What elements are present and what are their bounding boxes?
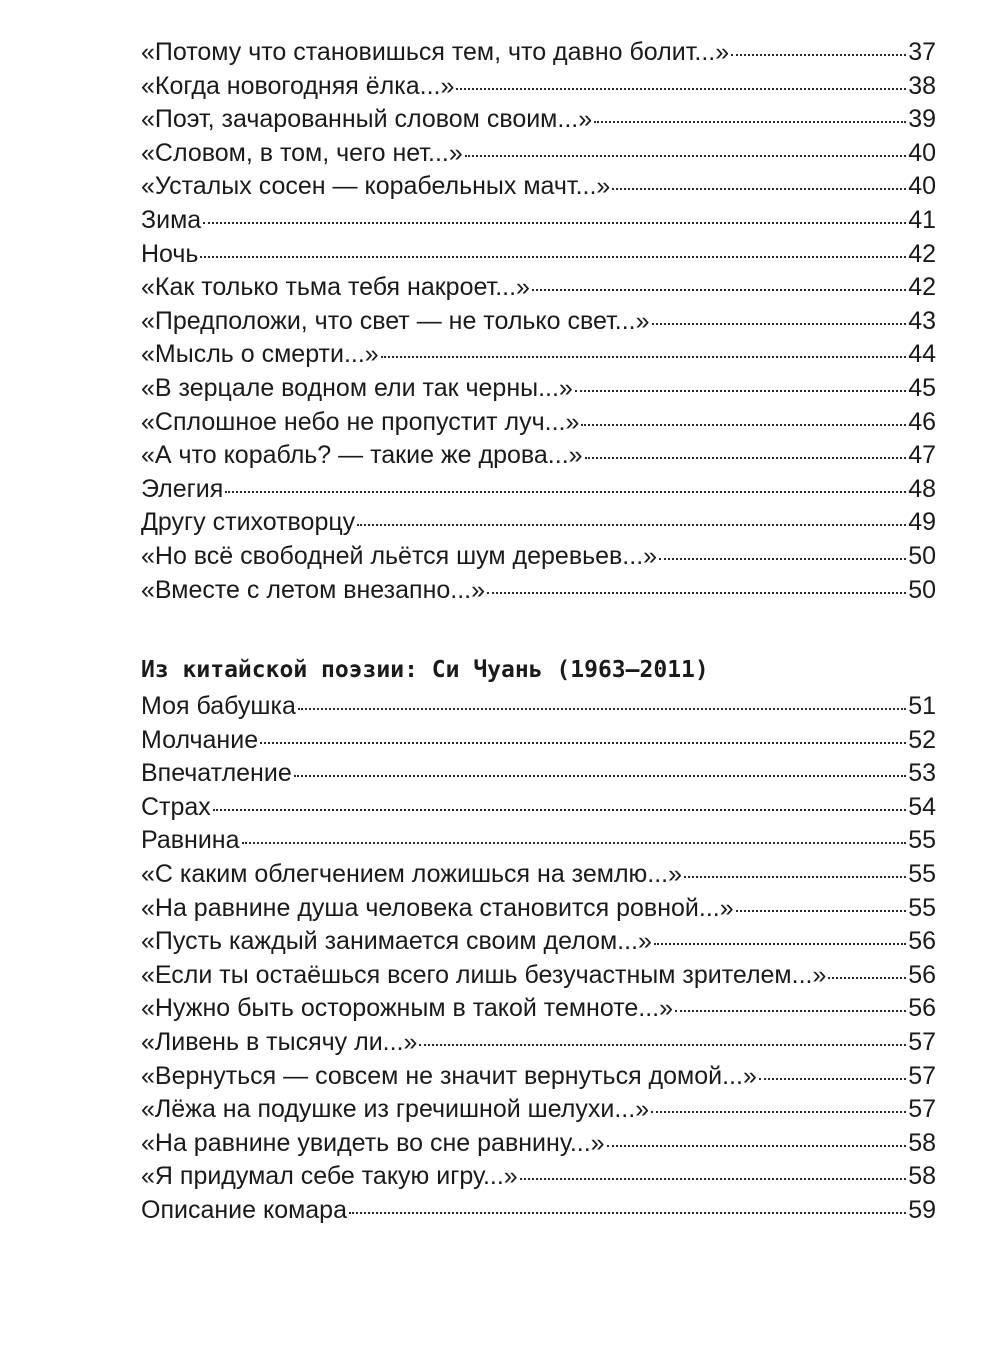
toc-entry-title: «Мысль о смерти...»	[141, 340, 379, 369]
toc-entry	[141, 1026, 936, 1060]
toc-entry-page: 55	[908, 826, 936, 855]
toc-entry	[141, 540, 936, 574]
toc-entry	[141, 137, 936, 171]
toc-entry-title: «Словом, в том, чего нет...»	[141, 138, 463, 167]
toc-entry-page: 40	[908, 172, 936, 201]
toc-entry-title: Другу стихотворцу	[141, 508, 356, 537]
toc-entry-page: 45	[908, 373, 936, 402]
toc-entry-page: 56	[908, 927, 936, 956]
toc-entry	[141, 925, 936, 959]
toc-entry-page: 55	[908, 893, 936, 922]
toc-entry	[141, 992, 936, 1026]
toc-entry-title: Страх	[141, 792, 211, 821]
dot-leader	[736, 910, 907, 912]
toc-entry	[141, 305, 936, 339]
toc-entry	[141, 170, 936, 204]
toc-entry-page: 58	[908, 1162, 936, 1191]
dot-leader	[828, 977, 906, 979]
toc-entry-title: «Я придумал себе такую игру...»	[141, 1162, 518, 1191]
dot-leader	[349, 1212, 906, 1214]
toc-entry-title: «Сплошное небо не пропустит луч...»	[141, 407, 580, 436]
dot-leader	[654, 943, 906, 945]
toc-entry-page: 56	[908, 960, 936, 989]
toc-entry-page: 44	[908, 340, 936, 369]
dot-leader	[419, 1044, 906, 1046]
dot-leader	[659, 558, 906, 560]
toc-entry-title: Ночь	[141, 239, 199, 268]
dot-leader	[260, 742, 906, 744]
dot-leader	[520, 1178, 907, 1180]
toc-entry-page: 48	[908, 474, 936, 503]
toc-entry-title: Моя бабушка	[141, 692, 296, 721]
toc-entry-title: Молчание	[141, 725, 259, 754]
dot-leader	[203, 222, 906, 224]
dot-leader	[213, 809, 906, 811]
toc-entry-title: «Если ты остаёшься всего лишь безучастным зрителем...»	[141, 960, 827, 989]
toc-entry-page: 52	[908, 725, 936, 754]
toc-entry-title: «Поэт, зачарованный словом своим...»	[141, 105, 593, 134]
toc-entry	[141, 36, 936, 70]
toc-entry-title: «Нужно быть осторожным в такой темноте...»	[141, 994, 674, 1023]
section-heading: Из китайской поэзии: Си Чуань (1963—2011)	[141, 657, 709, 684]
toc-entry	[141, 724, 936, 758]
dot-leader	[532, 289, 906, 291]
toc-entry-page: 46	[908, 407, 936, 436]
dot-leader	[651, 1111, 906, 1113]
toc-entry-page: 42	[908, 273, 936, 302]
dot-leader	[759, 1078, 906, 1080]
toc-entry-page: 53	[908, 759, 936, 788]
toc-entry	[141, 103, 936, 137]
dot-leader	[200, 256, 906, 258]
toc-entry-page: 57	[908, 1061, 936, 1090]
toc-entry-page: 51	[908, 692, 936, 721]
toc-entry	[141, 959, 936, 993]
dot-leader	[612, 188, 906, 190]
dot-leader	[652, 323, 907, 325]
toc-entry-title: «Предположи, что свет — не только свет...»	[141, 306, 650, 335]
toc-entry-title: «На равнине увидеть во сне равнину...»	[141, 1128, 605, 1157]
toc-entry-page: 37	[908, 38, 936, 66]
dot-leader	[581, 424, 906, 426]
toc-entry-title: «Вместе с летом внезапно...»	[141, 575, 486, 604]
toc-entry	[141, 1093, 936, 1127]
toc-entry	[141, 574, 936, 608]
toc-entry-title: Зима	[141, 205, 202, 234]
toc-entry-title: «Лёжа на подушке из гречишной шелухи...»	[141, 1095, 650, 1124]
toc-entry-title: «Вернуться — совсем не значит вернуться домой...»	[141, 1061, 757, 1090]
dot-leader	[684, 876, 906, 878]
toc-entry	[141, 70, 936, 104]
toc-entry-title: Описание комара	[141, 1196, 347, 1224]
toc-entry-page: 50	[908, 575, 936, 604]
toc-section-1	[141, 36, 936, 607]
dot-leader	[575, 390, 906, 392]
toc-entry	[141, 892, 936, 926]
toc-entry	[141, 757, 936, 791]
toc-entry	[141, 271, 936, 305]
toc-entry-page: 57	[908, 1095, 936, 1124]
dot-leader	[294, 775, 906, 777]
toc-entry-page: 50	[908, 541, 936, 570]
toc-entry	[141, 506, 936, 540]
toc-entry	[141, 406, 936, 440]
toc-entry	[141, 338, 936, 372]
toc-entry-title: «Ливень в тысячу ли...»	[141, 1028, 418, 1057]
toc-entry-page: 43	[908, 306, 936, 335]
toc-entry	[141, 372, 936, 406]
toc-entry-page: 41	[908, 205, 936, 234]
toc-entry	[141, 204, 936, 238]
toc-entry	[141, 238, 936, 272]
toc-entry-page: 47	[908, 441, 936, 470]
toc-entry-page: 38	[908, 71, 936, 100]
toc-entry-title: «Потому что становишься тем, что давно болит...»	[141, 38, 730, 66]
toc-entry-title: Равнина	[141, 826, 240, 855]
toc-entry	[141, 1127, 936, 1161]
dot-leader	[465, 155, 906, 157]
dot-leader	[225, 491, 906, 493]
toc-entry	[141, 1194, 936, 1228]
toc-entry	[141, 439, 936, 473]
dot-leader	[381, 356, 906, 358]
toc-entry	[141, 690, 936, 724]
dot-leader	[298, 708, 906, 710]
toc-entry-title: Элегия	[141, 474, 224, 503]
toc-entry	[141, 791, 936, 825]
toc-entry-title: Впечатление	[141, 759, 292, 788]
dot-leader	[242, 842, 907, 844]
toc-entry-title: «На равнине душа человека становится ровной...»	[141, 893, 734, 922]
toc-entry-page: 55	[908, 860, 936, 889]
dot-leader	[585, 457, 907, 459]
toc-entry-title: «С каким облегчением ложишься на землю...»	[141, 860, 683, 889]
toc-entry-title: «Усталых сосен — корабельных мачт...»	[141, 172, 611, 201]
toc-entry-page: 57	[908, 1028, 936, 1057]
dot-leader	[594, 121, 906, 123]
toc-entry-page: 59	[908, 1196, 936, 1224]
toc-entry-page: 39	[908, 105, 936, 134]
dot-leader	[675, 1010, 906, 1012]
toc-entry-page: 58	[908, 1128, 936, 1157]
toc-entry-title: «А что корабль? — такие же дрова...»	[141, 441, 583, 470]
toc-entry	[141, 824, 936, 858]
toc-entry-title: «В зерцале водном ели так черны...»	[141, 373, 573, 402]
toc-entry	[141, 858, 936, 892]
toc-entry-title: «Но всё свободней льётся шум деревьев...»	[141, 541, 658, 570]
toc-entry-page: 40	[908, 138, 936, 167]
toc-entry-title: «Пусть каждый занимается своим делом...»	[141, 927, 652, 956]
toc-section-2	[141, 690, 936, 1228]
dot-leader	[487, 592, 906, 594]
toc-entry	[141, 1160, 936, 1194]
dot-leader	[731, 54, 906, 56]
toc-entry-title: «Как только тьма тебя накроет...»	[141, 273, 530, 302]
dot-leader	[357, 524, 906, 526]
toc-entry-page: 42	[908, 239, 936, 268]
toc-entry-page: 49	[908, 508, 936, 537]
toc-entry-page: 56	[908, 994, 936, 1023]
toc-entry	[141, 473, 936, 507]
toc-entry-title: «Когда новогодняя ёлка...»	[141, 71, 455, 100]
dot-leader	[607, 1145, 907, 1147]
toc-entry	[141, 1060, 936, 1094]
table-of-contents	[141, 36, 936, 1228]
dot-leader	[456, 88, 906, 90]
toc-entry-page: 54	[908, 792, 936, 821]
